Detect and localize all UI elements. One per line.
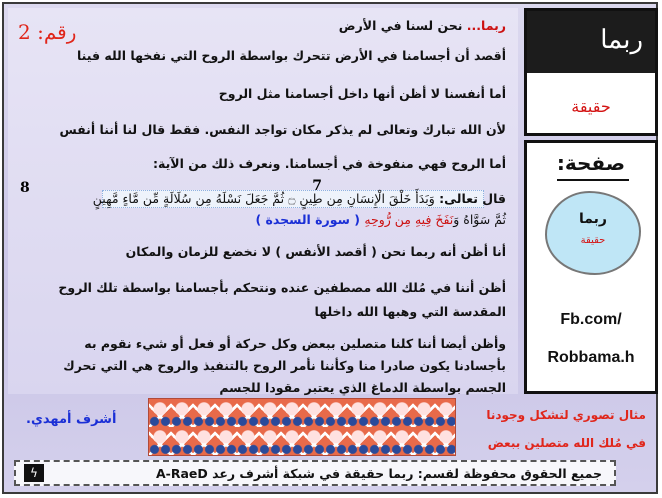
paragraph: وأظن أيضا أننا كلنا متصلين ببعض وكل حركة أو فعل أو شيء نقوم به	[84, 336, 506, 351]
page-info-box	[524, 140, 658, 394]
series-subtitle: حقيقة	[571, 97, 611, 116]
logo-subtitle: حقيقة	[580, 235, 606, 246]
verse-line	[93, 191, 506, 206]
paragraph: أما أنفسنا لا أظن أنها داخل أجسامنا مثل الروح	[218, 86, 506, 101]
ayah-number-8: 8	[20, 180, 30, 196]
page-frame	[2, 2, 658, 494]
intro-line	[339, 18, 506, 33]
image-caption: في مُلك الله متصلين ببعض	[487, 436, 646, 450]
ayah-number-7: 7	[312, 178, 322, 194]
paragraph: أنا أظن أنه ربما نحن ( أقصد الأنفس ) لا نخضع للزمان والمكان	[125, 244, 506, 259]
series-title-banner	[527, 11, 655, 73]
surah-name: ( سورة السجدة )	[255, 212, 365, 227]
series-brand: ربما	[600, 25, 643, 55]
article-panel	[8, 8, 518, 394]
author-name: أشرف أمهدي.	[26, 412, 117, 427]
copyright-footer	[14, 460, 616, 486]
verse-line-2	[255, 212, 506, 227]
connected-souls-image	[148, 398, 456, 456]
paragraph: أقصد أن أجسامنا في الأرض تتحرك بواسطة الروح التي نفخها الله فينا	[76, 48, 506, 63]
facebook-link[interactable]: Fb.com/	[560, 311, 622, 328]
verse-highlight-text: نَفَخَ فِيهِ مِن رُّوحِهِ	[364, 212, 454, 227]
intro-keyword: ربما...	[466, 18, 506, 33]
page-label: صفحة:	[556, 151, 626, 175]
lightning-icon: ϟ	[24, 464, 44, 482]
verse-prefix: قال تعالى:	[434, 191, 506, 206]
paragraph: المقدسة التي وهبها الله داخلها	[314, 304, 506, 319]
paragraph: الجسم بواسطة الدماغ الذي يعتبر مقودا للجسم	[219, 380, 506, 395]
paragraph: أما الروح فهي منفوخة في أجسامنا. ونعرف ذلك من الآية:	[152, 156, 506, 171]
verse-text-2: ثُمَّ سَوَّاهُ وَ	[453, 212, 506, 227]
facebook-handle[interactable]: Robbama.h	[547, 349, 635, 366]
paragraph: أظن أننا في مُلك الله مصطفين عنده ونتحكم بأجسامنا بواسطة تلك الروح	[58, 280, 506, 295]
logo-brand: ربما	[579, 211, 607, 227]
verse-text: وَبَدَأَ خَلْقَ الْإِنسَانِ مِن طِينٍ ۝ ثُمَّ جَعَلَ نَسْلَهُ مِن سُلَالَةٍ مِّن مَّاءٍ مَّهِينٍ	[92, 191, 435, 206]
series-title-box	[524, 8, 658, 136]
cloud-logo	[545, 191, 641, 275]
paragraph: بأجسادنا يكون صادرا منا وكأننا نأمر الروح بالتنفيذ والروح هي التي تحرك	[63, 358, 506, 373]
divider	[557, 179, 629, 181]
intro-text: نحن لسنا في الأرض	[338, 18, 467, 33]
article-number: رقم: 2	[18, 20, 77, 44]
paragraph: لأن الله تبارك وتعالى لم يذكر مكان تواجد النفس. فقط قال لنا أننا أنفس	[59, 122, 506, 137]
image-caption: مثال تصوري لتشكل وجودنا	[486, 408, 646, 422]
copyright-text: جميع الحقوق محفوظة لقسم: ربما حقيقة في شبكة أشرف رعد A-RaeD	[155, 466, 602, 481]
sidebar	[524, 8, 658, 394]
